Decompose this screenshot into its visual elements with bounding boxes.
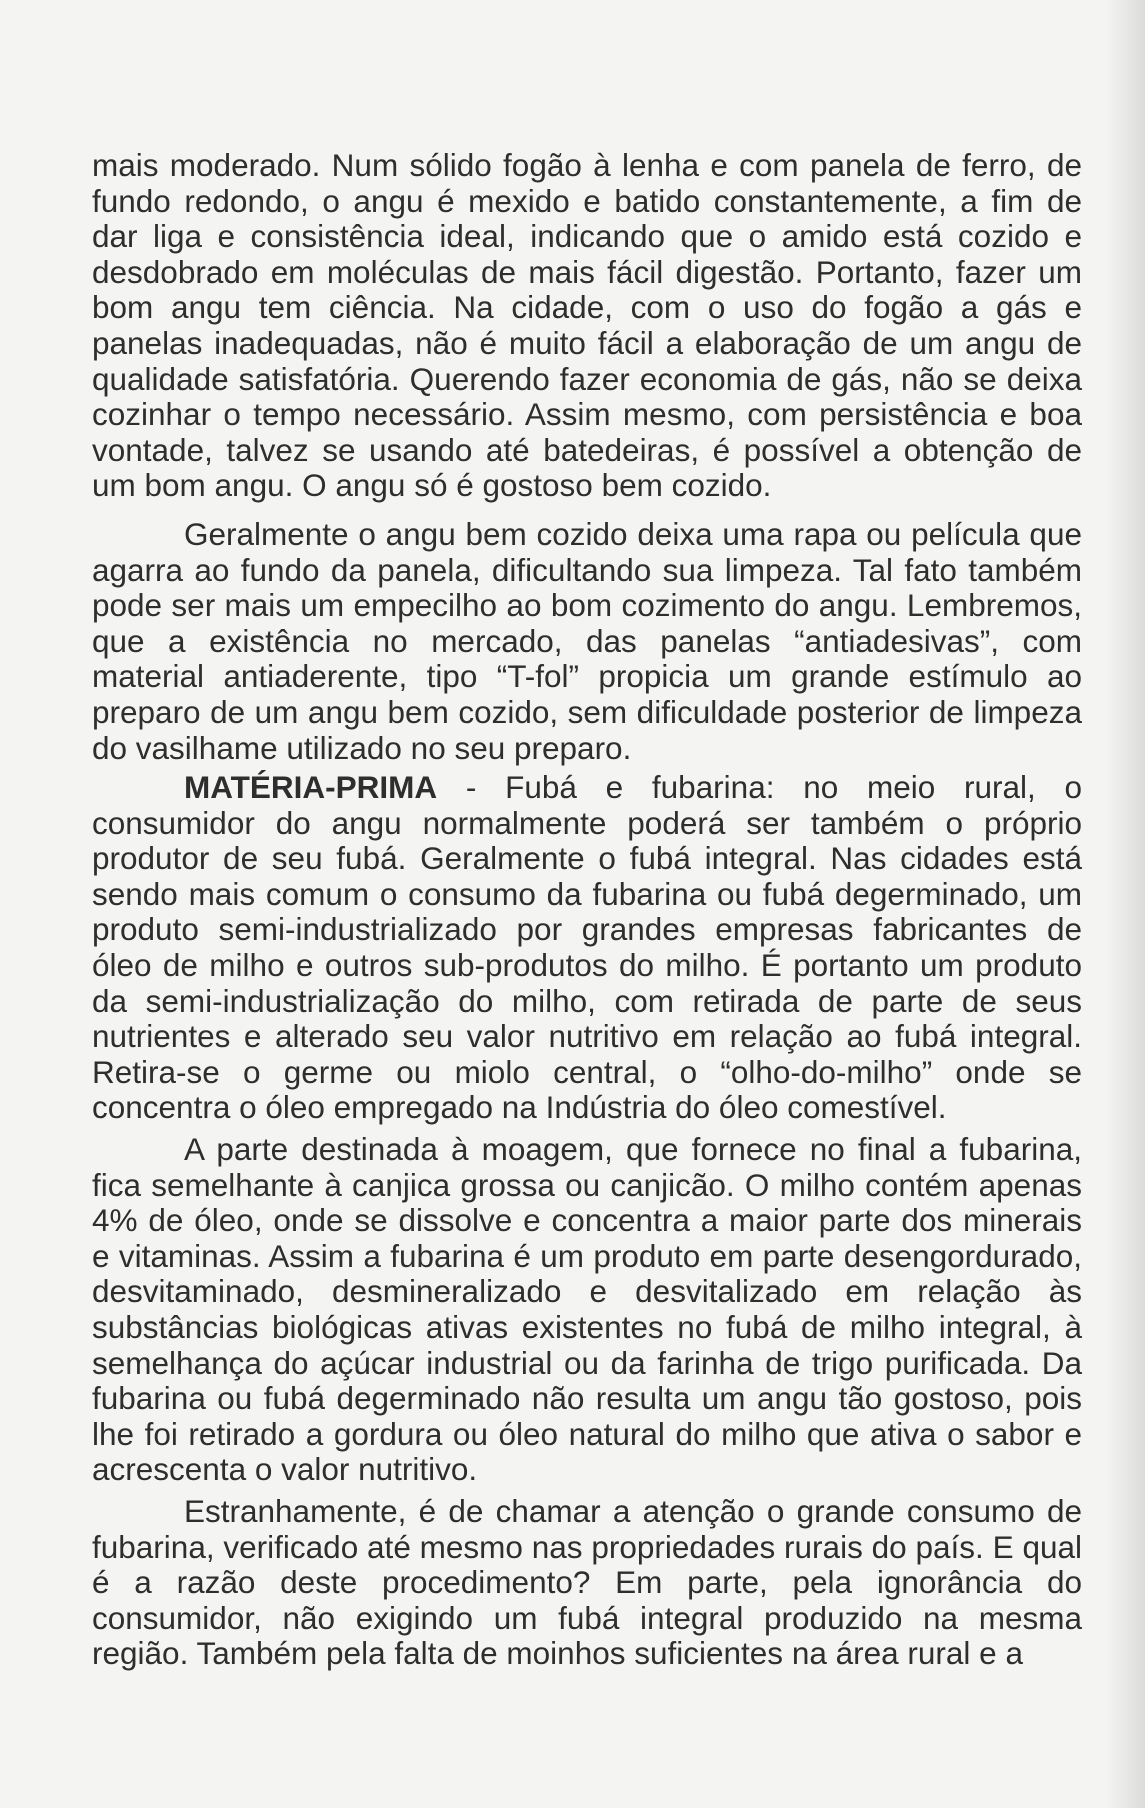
paragraph-5: Estranhamente, é de chamar a atenção o grande consumo de fubarina, verificado até mesmo nas propriedades rurais do país. E qual é a razão deste procedimento? Em parte, pela ignorância do consumidor, não exigindo um fubá integral produzido na mesma região. Também pela falta de moinhos suficientes na área rural e a <box>92 1493 1082 1672</box>
text-block-3 <box>92 770 1082 1126</box>
paragraph-3 <box>92 770 1082 1126</box>
text-block-1 <box>92 148 1082 504</box>
paragraph-3-body: - Fubá e fubarina: no meio rural, o consumidor do angu normalmente poderá ser também o próprio produtor de seu fubá. Geralmente o fubá integral. Nas cidades está sendo mais comum o consumo da fubarina ou fubá degerminado, um produto semi-industrializado por grandes empresas fabricantes de óleo de milho e outros sub-produtos do milho. É portanto um produto da semi-industrialização do milho, com retirada de parte de seus nutrientes e alterado seu valor nutritivo em relação ao fubá integral. Retira-se o germe ou miolo central, o “olho-do-milho” onde se concentra o óleo empregado na Indústria do óleo comestível. <box>92 769 1082 1126</box>
paragraph-4: A parte destinada à moagem, que fornece no final a fubarina, fica semelhante à canjica grossa ou canjicão. O milho contém apenas 4% de óleo, onde se dissolve e concentra a maior parte dos minerais e vitaminas. Assim a fubarina é um produto em parte desengordurado, desvitaminado, desmineralizado e desvitalizado em relação às substâncias biológicas ativas existentes no fubá de milho integral, à semelhança do açúcar industrial ou da farinha de trigo purificada. Da fubarina ou fubá degerminado não resulta um angu tão gostoso, pois lhe foi retirado a gordura ou óleo natural do milho que ativa o sabor e acrescenta o valor nutritivo. <box>92 1131 1082 1488</box>
paragraph-1: mais moderado. Num sólido fogão à lenha e com panela de ferro, de fundo redondo, o angu é mexido e batido constantemente, a fim de dar liga e consistência ideal, indicando que o amido está cozido e desdobrado em moléculas de mais fácil digestão. Portanto, fazer um bom angu tem ciência. Na cidade, com o uso do fogão a gás e panelas inadequadas, não é muito fácil a elaboração de um angu de qualidade satisfatória. Querendo fazer economia de gás, não se deixa cozinhar o tempo necessário. Assim mesmo, com persistência e boa vontade, talvez se usando até batedeiras, é possível a obtenção de um bom angu. O angu só é gostoso bem cozido. <box>92 147 1082 504</box>
paragraph-2: Geralmente o angu bem cozido deixa uma rapa ou película que agarra ao fundo da panela, dificultando sua limpeza. Tal fato também pode ser mais um empecilho ao bom cozimento do angu. Lembremos, que a existência no mercado, das panelas “antiadesivas”, com material antiaderente, tipo “T-fol” propicia um grande estímulo ao preparo de um angu bem cozido, sem dificuldade posterior de limpeza do vasilhame utilizado no seu preparo. <box>92 516 1082 766</box>
text-block-5 <box>92 1494 1082 1672</box>
page-edge-shadow <box>1105 0 1145 1808</box>
text-block-2 <box>92 517 1082 766</box>
text-block-4 <box>92 1132 1082 1488</box>
section-heading-materia-prima: MATÉRIA-PRIMA <box>184 769 438 805</box>
